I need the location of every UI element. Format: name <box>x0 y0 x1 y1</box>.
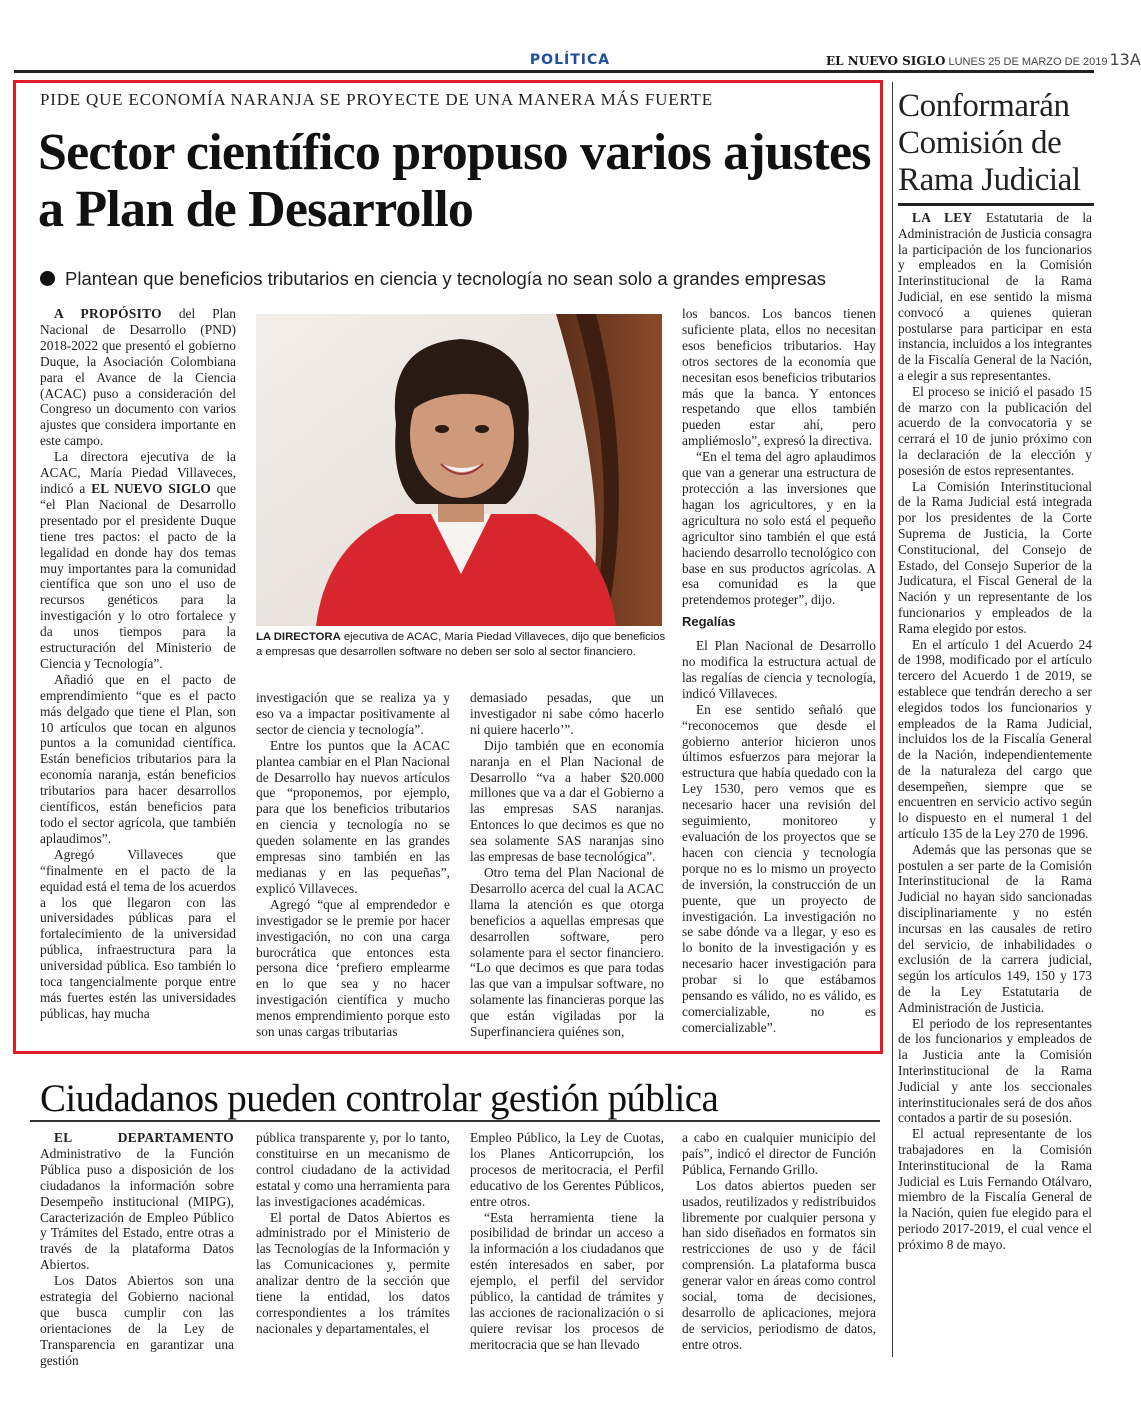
summary-text: Plantean que beneficios tributarios en ciencia y tecnología no sean solo a grandes empresas <box>65 268 827 289</box>
paragraph: Entre los puntos que la ACAC plantea cambiar en el Plan Nacional de Desarrollo hay nuevos artículos que “proponemos, por ejemplo, para que los beneficios tributarios en ciencia y tecnología no se queden solamente en las grandes empresas sino también en las medianas y en las pequeñas”, explicó Villaveces. <box>256 737 450 896</box>
second-column-4 <box>682 1130 876 1353</box>
sidebar-headline: Conformarán Comisión de Rama Judicial <box>898 88 1081 198</box>
main-headline: Sector científico propuso varios ajustes a Plan de Desarrollo <box>38 124 871 238</box>
main-column-4 <box>682 306 876 1036</box>
paragraph: LA LEY Estatutaria de la Administración de Justicia consagra la participación de los funcionarios y empleados en la Comisión Interinstitucional de la Rama Judicial, en ese sentido la misma convocó a quienes quieran postularse para participar en esta instancia, incluidos a los integrantes de la Fiscalía General de la Nación, a elegir a sus representantes. <box>898 210 1093 383</box>
paragraph: a cabo en cualquier municipio del país”, indicó el director de Función Pública, Fernando Grillo. <box>682 1130 876 1177</box>
paragraph: El Plan Nacional de Desarrollo no modifica la estructura actual de las regalías de ciencia y tecnología, indicó Villaveces. <box>682 638 876 701</box>
paragraph: Los Datos Abiertos son una estrategia del Gobierno nacional que busca cumplir con las orientaciones de la Ley de Transparencia en garantizar una gestión <box>40 1273 234 1368</box>
second-column-1 <box>40 1130 234 1369</box>
sidebar-column <box>898 210 1092 1253</box>
paragraph: EL DEPARTAMENTO Administrativo de la Función Pública puso a disposición de los ciudadanos la información sobre Desempeño institucional (MIPG), Caracterización de Empleo Público y Trámites del Estado, entre otras a través de la plataforma Datos Abiertos. <box>40 1130 234 1273</box>
main-kicker: PIDE QUE ECONOMÍA NARANJA SE PROYECTE DE UNA MANERA MÁS FUERTE <box>40 90 713 109</box>
second-headline-rule <box>30 1120 880 1122</box>
page-number: 13A <box>1109 50 1141 69</box>
paragraph: los bancos. Los bancos tienen suficiente plata, ellos no necesitan esos beneficios tributarios. Hay otros sectores de la economía que necesitan esos beneficios tributarios más que la banca. Y entonces respetando que ellos también pueden estar ahí, pero ampliémoslo”, expresó la directiva. <box>682 306 876 449</box>
subheading: Regalías <box>682 614 736 630</box>
paragraph: Agregó “que al emprendedor e investigador se le premie por hacer investigación, no con una carga burocrática que entonces esta persona dice ‘prefiero emplearme en lo que sea y no hacer investigación científica y mucho menos emprendimiento porque esto son unas cargas tributarias <box>256 896 450 1040</box>
paragraph: Además que las personas que se postulen a ser parte de la Comisión Interinstitucional de la Rama Judicial no hayan sido sancionadas disciplinariamente y no estén incursas en las causales de retiro del servicio, de inhabilidades o exclusión de la carrera judicial, según los artículos 149, 150 y 173 de la Ley Estatutaria de Administración de Justicia. <box>898 841 1092 1015</box>
sidebar-divider <box>892 82 893 1357</box>
second-column-3 <box>470 1130 664 1353</box>
main-column-1 <box>40 306 236 1022</box>
paragraph: En ese sentido señaló que “reconocemos que desde el gobierno anterior hicieron unos últimos esfuerzos para mejorar la estructura que había quedado con la Ley 1530, pero vemos que es necesario hacer una revisión del seguimiento, monitoreo y evaluación de los proyectos que se hacen con ciencia y tecnología porque no es lo mismo un proyecto de inversión, la construcción de un puente, que un proyecto de investigación. La investigación no se sabe dónde va a llegar, y eso es lo bonito de la investigación y es necesario hacer investigación para probar si lo que estábamos pensando es válido, no es válido, es comercializable, no es comercializable”. <box>682 701 876 1035</box>
paragraph: Otro tema del Plan Nacional de Desarrollo acerca del cual la ACAC llama la atención es que otorga beneficios a aquellas empresas que desarrollen software, pero solamente para el sector financiero. “Lo que decimos es que para todas las que van a impulsar software, no solamente las financieras porque las que están vigiladas por la Superfinanciera quiénes son, <box>470 864 664 1040</box>
sidebar-rule <box>898 203 1094 206</box>
paragraph: A PROPÓSITO del Plan Nacional de Desarrollo (PND) 2018-2022 que presentó el gobierno Duque, la Asociación Colombiana para el Avance de la Ciencia (ACAC) puso a consideración del Congreso un documento con varios ajustes que considera importante en este campo. <box>40 306 236 449</box>
photo-caption <box>256 630 666 659</box>
paragraph: En el artículo 1 del Acuerdo 24 de 1998, modificado por el artículo tercero del Acuerdo 1 de 2019, se establece que tendrán derecho a ser elegidos todos los funcionarios y empleados de la Rama Judicial, incluidos los de la Fiscalía General de la Nación, independientemente de la naturaleza del cargo que desempeñen, siempre que se encuentren en servicio activo según lo dispuesto en el numeral 1 del artículo 135 de la Ley 270 de 1996. <box>898 636 1092 842</box>
paragraph: La Comisión Interinstitucional de la Rama Judicial está integrada por los presidentes de la Corte Suprema de Justicia, la Corte Constitucional, del Consejo de Estado, del Consejo Superior de la Judicatura, el Fiscal General de la Nación y un representante de los funcionarios y empleados de la Rama elegido por estos. <box>898 478 1092 636</box>
lead-in: LA LEY <box>912 210 973 225</box>
section-label: POLÍTICA <box>529 52 611 68</box>
paragraph: Agregó Villaveces que “finalmente en el pacto de la equidad está el tema de los acuerdos a los que llegaron con las universidades públicas para el fortalecimiento de la universidad pública, infraestructura para la universidad pública. Eso también lo toca tangencialmente porque entre más fuertes estén las universidades públicas, hay mucha <box>40 846 236 1021</box>
article-photo <box>256 314 662 626</box>
paragraph: investigación que se realiza ya y eso va a impactar positivamente al sector de ciencia y tecnología”. <box>256 690 450 737</box>
second-column-2 <box>256 1130 450 1337</box>
portrait-illustration <box>256 314 662 626</box>
paragraph: demasiado pesadas, que un investigador ni sabe cómo hacerlo ni quiere hacerlo’”. <box>470 690 664 737</box>
paragraph: La directora ejecutiva de la ACAC, María Piedad Villaveces, indicó a EL NUEVO SIGLO que “el Plan Nacional de Desarrollo presentado por el presidente Duque tiene tres pactos: el pacto de la legalidad en donde hay dos temas muy importantes para la comunidad científica que son uno el uso de recursos genéticos para la investigación y lo otro fortalece y da unos tiempos para la estructuración del Ministerio de Ciencia y Tecnología”. <box>40 449 237 671</box>
paragraph: Dijo también que en economía naranja en el Plan Nacional de Desarrollo “va a haber $20.000 millones que va a dar el Gobierno a las empresas SAS naranjas. Entonces lo que decimos es que no sea solamente SAS naranjas sino las empresas de base tecnológica”. <box>470 737 664 865</box>
masthead-info <box>826 50 1141 69</box>
paragraph: El actual representante de los trabajadores en la Comisión Interinstitucional de la Rama Judicial es Luis Fernando Otálvaro, miembro de la Fiscalía General de la Nación, quien fue elegido para el periodo 2017-2019, el cual vence el próximo 8 de mayo. <box>898 1126 1092 1252</box>
second-headline: Ciudadanos pueden controlar gestión pública <box>40 1077 719 1120</box>
caption-text: ejecutiva de ACAC, María Piedad Villaveces, dijo que beneficios a empresas que desarrollen software no deben ser solo al sector financiero. <box>256 631 666 658</box>
issue-date: LUNES 25 DE MARZO DE 2019 <box>948 56 1108 68</box>
paragraph: Añadió que en el pacto de emprendimiento “que es el pacto más delgado que tiene el Plan, son 10 artículos que tocan en algunos puntos a la comunidad científica. Están beneficios tributarios para la economía naranja, están beneficios tributarios para hacer desarrollos científicos, están beneficios para todo el sector agrícola, que también aplaudimos”. <box>40 671 236 846</box>
paragraph: “En el tema del agro aplaudimos que van a generar una estructura de protección a las inversiones que hagan los agricultores, y en la agricultura no solo está el pequeño agricultor sino también el que está haciendo desarrollo tecnológico con base en sus productos agrícolas. A esa comunidad es la que pretendemos proteger”, dijo. <box>682 449 876 608</box>
brand-mention: EL NUEVO SIGLO <box>91 480 211 496</box>
main-column-3 <box>470 690 664 1040</box>
bullet-icon <box>40 271 55 286</box>
caption-lead: LA DIRECTORA <box>256 631 341 643</box>
paragraph: El proceso se inició el pasado 15 de marzo con la publicación del acuerdo de la convocatoria y se cerrará el 10 de junio próximo con la declaración de la elección y posesión de estos representantes. <box>898 383 1092 478</box>
paragraph: Empleo Público, la Ley de Cuotas, los Planes Anticorrupción, los procesos de meritocracia, el Perfil educativo de los Gerentes Públicos, entre otros. <box>470 1130 664 1209</box>
main-summary <box>40 268 878 290</box>
newspaper-brand: EL NUEVO SIGLO <box>826 54 946 68</box>
lead-in: EL DEPARTAMENTO <box>54 1130 234 1145</box>
lead-in: A PROPÓSITO <box>54 306 162 321</box>
paragraph: El periodo de los representantes de los funcionarios y empleados de la Justicia ante la Comisión Interinstitucional de la Rama Judicial y ante los seccionales interinstitucionales será de dos años contados a partir de su posesión. <box>898 1015 1092 1126</box>
paragraph: El portal de Datos Abiertos es administrado por el Ministerio de las Tecnologías de la Información y las Comunicaciones y, permite analizar dentro de la sección que tiene la entidad, los datos correspondientes a los trámites nacionales y departamentales, el <box>256 1209 450 1336</box>
paragraph: “Esta herramienta tiene la posibilidad de brindar un acceso a la información a los ciudadanos que estén interesados en saber, por ejemplo, el perfil del servidor público, la cantidad de trámites y las acciones de racionalización o si quiere revisar los procesos de meritocracia que se han llevado <box>470 1209 664 1352</box>
paragraph: pública transparente y, por lo tanto, constituirse en un mecanismo de control ciudadano de la actividad estatal y como una herramienta para las investigaciones académicas. <box>256 1130 450 1209</box>
header-rule <box>14 70 1094 73</box>
paragraph: Los datos abiertos pueden ser usados, reutilizados y redistribuidos libremente por cualquier persona y han sido diseñados en formatos sin restricciones de uso y de fácil comprensión. La plataforma busca generar valor en áreas como control social, toma de decisiones, desarrollo de aplicaciones, mejora de servicios, periodismo de datos, entre otros. <box>682 1177 876 1352</box>
main-column-2 <box>256 690 450 1040</box>
